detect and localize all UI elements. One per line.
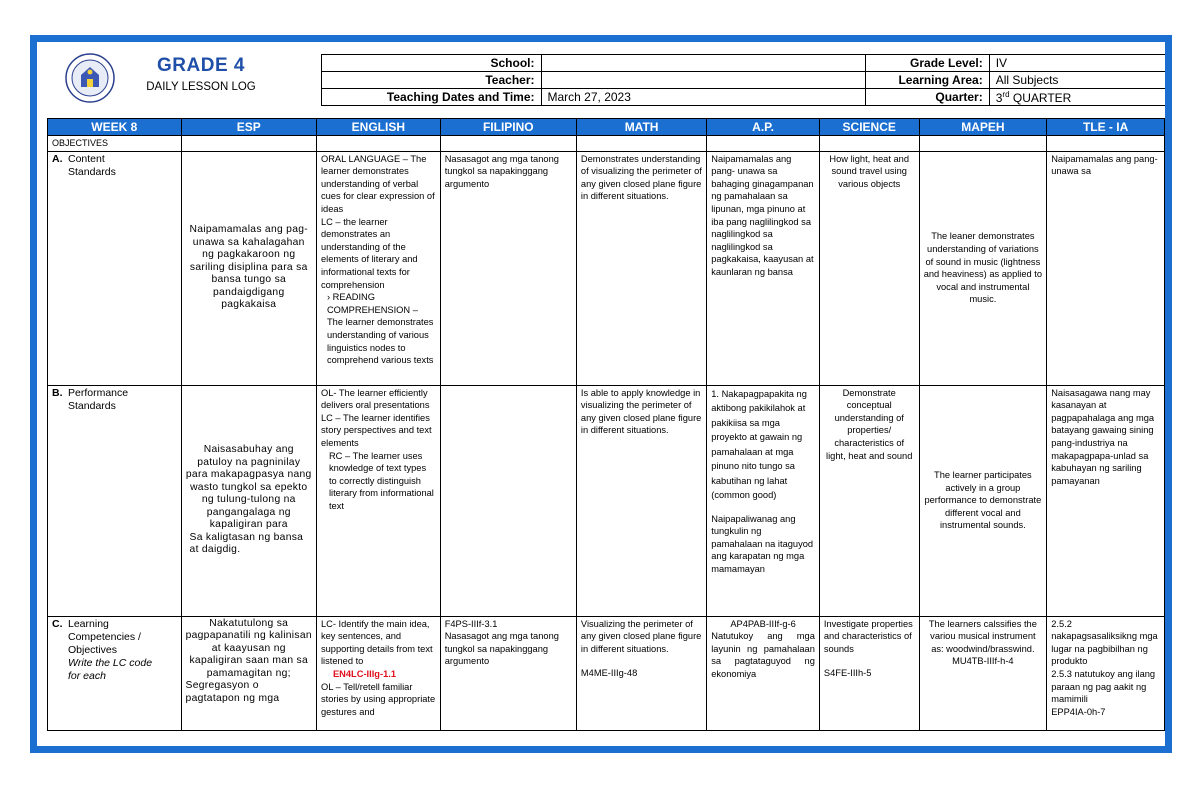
math-performance: Is able to apply knowledge in visualizing the perimeter of any given closed plane figure in different situations. (576, 385, 706, 616)
tle-performance: Naisasagawa nang may kasanayan at pagpapahalaga ang mga batayang gawaing sining pang-industriya na makapagpapa-unlad sa kabuhayan ng sariling pamayanan (1047, 385, 1165, 616)
info-table (321, 54, 1171, 106)
page-frame (30, 35, 1172, 753)
ap-performance: 1. Nakapagpapakita ng aktibong pakikilahok at pakikiisa sa mga proyekto at gawain ng pamahalaan at mga pinuno nito tungo sa kabutihan ng lahat (common good) Naipapaliwanag ang tungkulin ng pamahalaan na itaguyod ang karapatan ng mga mamamayan (707, 385, 820, 616)
col-tle: TLE - IA (1047, 119, 1165, 136)
dates-label: Teaching Dates and Time: (322, 89, 542, 106)
math-lc-code: M4ME-IIIg-48 (580, 668, 638, 679)
english-oral-language: ORAL LANGUAGE – The learner demonstrates understanding of verbal cues for clear expression of ideas (320, 153, 435, 214)
col-mapeh: MAPEH (919, 119, 1047, 136)
deped-seal-icon (65, 53, 115, 103)
col-week: WEEK 8 (48, 119, 182, 136)
esp-competency: Nakatutulong sa pagpapanatili ng kalinisan at kaayusan ng kapaligiran saan man sa pamamagitan ng; Segregasyon o pagtatapon ng mga (181, 616, 316, 730)
science-performance: Demonstrate conceptual understanding of properties/ characteristics of light, heat and sound (819, 385, 919, 616)
col-math: MATH (576, 119, 706, 136)
english-competency: LC- Identify the main idea, key sentences, and supporting details from text listened to EN4LC-IIIg-1.1 OL – Tell/retell familiar stories by using appropriate gestures and (316, 616, 440, 730)
teacher-label: Teacher: (322, 72, 542, 89)
mapeh-competency: The learners calssifies the variou musical instrument as: woodwind/brasswind. MU4TB-IIIf-h-4 (919, 616, 1047, 730)
english-content (316, 151, 440, 385)
title-block (131, 55, 271, 93)
ap-content: Naipamamalas ang pang- unawa sa bahaging ginagampanan ng pamahalaan sa lipunan, mga pinuno at iba pang naglilingkod sa naglilingkod sa naglilingkod sa pagkakaisa, kaayusan at kaunlaran ng bansa (707, 151, 820, 385)
content-standards-row (48, 151, 1165, 385)
col-ap: A.P. (707, 119, 820, 136)
quarter-field[interactable] (989, 89, 1170, 106)
filipino-lc-code: F4PS-IIIf-3.1 (444, 618, 498, 629)
grade-level-label: Grade Level: (866, 55, 989, 72)
competencies-label: C. Learning Competencies / Objectives Write the LC code for each (48, 616, 182, 730)
school-label: School: (322, 55, 542, 72)
quarter-label: Quarter: (866, 89, 989, 106)
filipino-content: Nasasagot ang mga tanong tungkol sa napakinggang argumento (440, 151, 576, 385)
english-listening: LC – the learner demonstrates an understanding of the elements of literary and informational texts for comprehension (320, 216, 418, 290)
col-english: ENGLISH (316, 119, 440, 136)
esp-content: Naipamamalas ang pag-unawa sa kahalagahan ng pagkakaroon ng sariling disiplina para sa bansa tungo sa pandaigdigang pagkakaisa (181, 151, 316, 385)
science-content: How light, heat and sound travel using various objects (819, 151, 919, 385)
quarter-text: QUARTER (1009, 90, 1072, 105)
filipino-competency: F4PS-IIIf-3.1 Nasasagot ang mga tanong tungkol sa napakinggang argumento (440, 616, 576, 730)
english-reading: › READING COMPREHENSION – The learner demonstrates understanding of various linguistics nodes to comprehend various texts (326, 292, 434, 366)
learning-area-field[interactable]: All Subjects (989, 72, 1170, 89)
esp-performance: Naisasabuhay ang patuloy na pagninilay para makapagpasya nang wasto tungkol sa epekto ng tulung-tulong na pangangalaga ng kapaligiran para Sa kaligtasan ng bansa at daigdig. (181, 385, 316, 616)
science-competency: Investigate properties and characteristics of sounds S4FE-IIIh-5 (819, 616, 919, 730)
log-title: DAILY LESSON LOG (146, 81, 256, 93)
tle-content: Naipamamalas ang pang-unawa sa (1047, 151, 1165, 385)
ap-lc-code: AP4PAB-IIIf-g-6 (730, 618, 796, 629)
tle-lc-code: EPP4IA-0h-7 (1051, 706, 1106, 717)
grade-level-field[interactable]: IV (989, 55, 1170, 72)
science-lc-code: S4FE-IIIh-5 (823, 668, 872, 679)
quarter-suffix: rd (1002, 89, 1010, 99)
math-content: Demonstrates understanding of visualizing the perimeter of any given closed plane figure in different situations. (576, 151, 706, 385)
english-lc-code: EN4LC-IIIg-1.1 (332, 668, 396, 679)
math-competency: Visualizing the perimeter of any given closed plane figure in different situations. M4ME-IIIg-48 (576, 616, 706, 730)
performance-standards-row (48, 385, 1165, 616)
grade-title: GRADE 4 (157, 55, 245, 76)
col-esp: ESP (181, 119, 316, 136)
header (51, 50, 1171, 110)
competencies-row (48, 616, 1165, 730)
dates-field[interactable]: March 27, 2023 (541, 89, 866, 106)
mapeh-lc-code: MU4TB-IIIf-h-4 (952, 656, 1014, 667)
col-science: SCIENCE (819, 119, 919, 136)
tle-competency: 2.5.2 nakapagsasaliksikng mga lugar na pagbibilhan ng produkto 2.5.3 natutukoy ang ilang paraan ng pag aakit ng mamimili EPP4IA-0h-7 (1047, 616, 1165, 730)
objectives-label: OBJECTIVES (48, 136, 182, 152)
quarter-number: 3 (995, 90, 1003, 105)
filipino-performance (440, 385, 576, 616)
ap-competency: AP4PAB-IIIf-g-6 Natutukoy ang mga layunin ng pamahalaan sa pagtataguyod ng ekonomiya (707, 616, 820, 730)
performance-standards-label: B. Performance Standards (48, 385, 182, 616)
mapeh-performance: The learner participates actively in a group performance to demonstrate different vocal and instrumental sounds. (919, 385, 1047, 616)
column-header-row (48, 119, 1165, 136)
row-letter: A. (52, 152, 63, 165)
learning-area-label: Learning Area: (866, 72, 989, 89)
teacher-field[interactable] (541, 72, 866, 89)
content-standards-label: A. Content Standards (48, 151, 182, 385)
objectives-row (48, 136, 1165, 152)
col-filipino: FILIPINO (440, 119, 576, 136)
mapeh-content: The leaner demonstrates understanding of variations of sound in music (lightness and heaviness) as applied to vocal and instrumental music. (919, 151, 1047, 385)
english-performance: OL- The learner efficiently delivers oral presentations LC – The learner identifies story perspectives and text elements RC – The learner uses knowledge of text types to correctly distinguish literary from informational text (316, 385, 440, 616)
school-field[interactable] (541, 55, 866, 72)
lesson-table (47, 118, 1165, 731)
